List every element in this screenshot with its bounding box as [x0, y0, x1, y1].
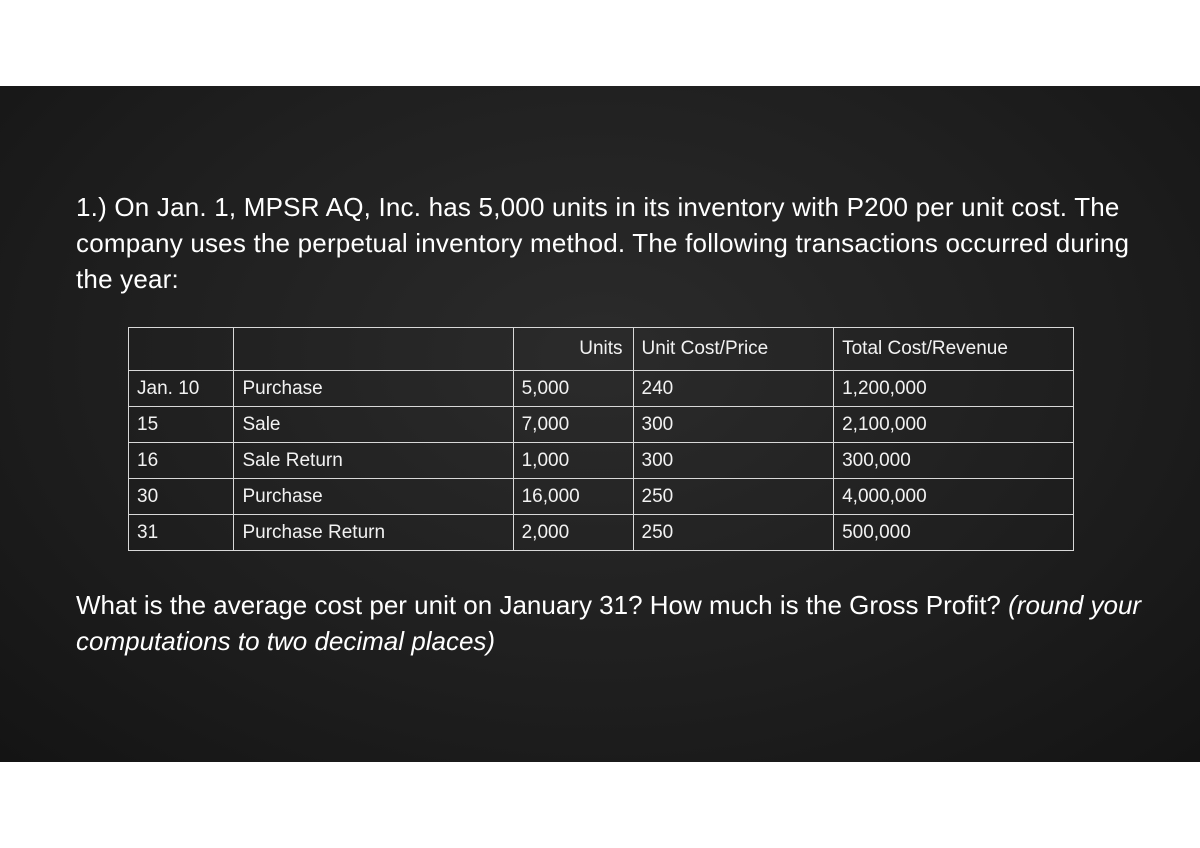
cell-date: 30: [129, 479, 234, 515]
transactions-table: [128, 327, 1074, 551]
header-unit-cost: Unit Cost/Price: [633, 328, 834, 371]
cell-total: 500,000: [834, 515, 1074, 551]
cell-units: 5,000: [513, 371, 633, 407]
cell-date: Jan. 10: [129, 371, 234, 407]
followup-question: [76, 587, 1156, 659]
table-row: [129, 479, 1074, 515]
cell-date: 16: [129, 443, 234, 479]
table-row: [129, 371, 1074, 407]
cell-description: Sale: [234, 407, 513, 443]
cell-description: Purchase Return: [234, 515, 513, 551]
header-description: [234, 328, 513, 371]
cell-total: 300,000: [834, 443, 1074, 479]
cell-total: 1,200,000: [834, 371, 1074, 407]
followup-main-text: What is the average cost per unit on January 31? How much is the Gross Profit?: [76, 590, 1009, 620]
cell-units: 7,000: [513, 407, 633, 443]
cell-description: Purchase: [234, 371, 513, 407]
cell-units: 2,000: [513, 515, 633, 551]
header-date: [129, 328, 234, 371]
cell-description: Purchase: [234, 479, 513, 515]
table-row: [129, 443, 1074, 479]
table-row: [129, 515, 1074, 551]
table-header-row: [129, 328, 1074, 371]
cell-unit-cost: 240: [633, 371, 834, 407]
header-total: Total Cost/Revenue: [834, 328, 1074, 371]
table-row: [129, 407, 1074, 443]
cell-unit-cost: 300: [633, 443, 834, 479]
cell-date: 31: [129, 515, 234, 551]
slide: [0, 86, 1200, 762]
cell-total: 2,100,000: [834, 407, 1074, 443]
cell-unit-cost: 300: [633, 407, 834, 443]
question-text: 1.) On Jan. 1, MPSR AQ, Inc. has 5,000 units in its inventory with P200 per unit cost. The company uses the perpetual inventory method. The following transactions occurred during the year:: [76, 192, 1130, 294]
cell-unit-cost: 250: [633, 479, 834, 515]
header-units: Units: [513, 328, 633, 371]
followup-rounding-note: (round your computations to two decimal places): [76, 590, 1142, 656]
cell-units: 1,000: [513, 443, 633, 479]
cell-unit-cost: 250: [633, 515, 834, 551]
cell-description: Sale Return: [234, 443, 513, 479]
cell-units: 16,000: [513, 479, 633, 515]
cell-total: 4,000,000: [834, 479, 1074, 515]
cell-date: 15: [129, 407, 234, 443]
